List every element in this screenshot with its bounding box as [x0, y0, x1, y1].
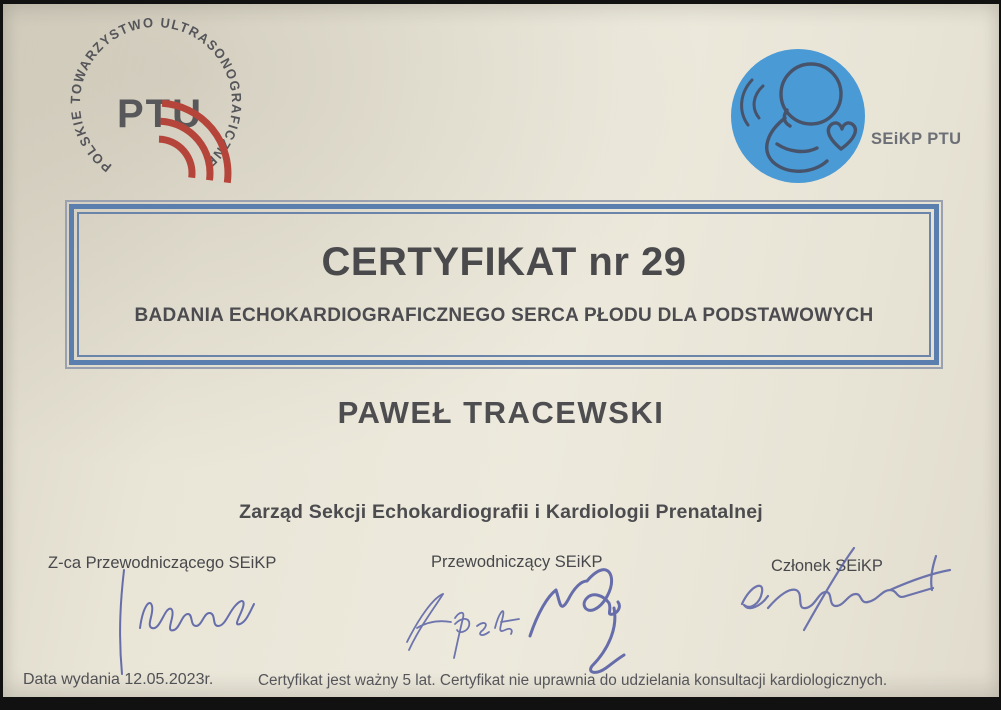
signature-member — [728, 544, 968, 644]
signature-vice-chair — [88, 556, 278, 681]
seikp-circle — [731, 49, 865, 183]
role-label-member: Członek SEiKP — [771, 557, 883, 575]
seikp-label: SEiKP PTU — [871, 130, 962, 148]
title-box — [65, 200, 943, 369]
ptu-acronym: PTU — [117, 92, 203, 136]
signature-chair-initials — [399, 570, 534, 670]
role-label-chair: Przewodniczący SEiKP — [431, 553, 603, 571]
role-label-vice-chair: Z-ca Przewodniczącego SEiKP — [48, 554, 277, 572]
certificate-subtitle: BADANIA ECHOKARDIOGRAFICZNEGO SERCA PŁODU DLA PODSTAWOWYCH — [134, 305, 874, 326]
validity-note: Certyfikat jest ważny 5 lat. Certyfikat nie uprawnia do udzielania konsultacji kardiologicznych. — [258, 672, 888, 689]
seikp-logo-icon — [715, 42, 885, 194]
certificate-page — [3, 4, 999, 697]
signature-chair — [518, 554, 658, 684]
recipient-name: PAWEŁ TRACEWSKI — [337, 395, 665, 430]
issue-date: Data wydania 12.05.2023r. — [23, 671, 214, 688]
issuing-board: Zarząd Sekcji Echokardiografii i Kardiologii Prenatalnej — [239, 501, 763, 523]
certificate-title: CERTYFIKAT nr 29 — [321, 240, 687, 284]
ptu-ring-text: POLSKIE TOWARZYSTWO ULTRASONOGRAFICZNE — [67, 14, 245, 175]
ptu-logo — [51, 10, 261, 196]
